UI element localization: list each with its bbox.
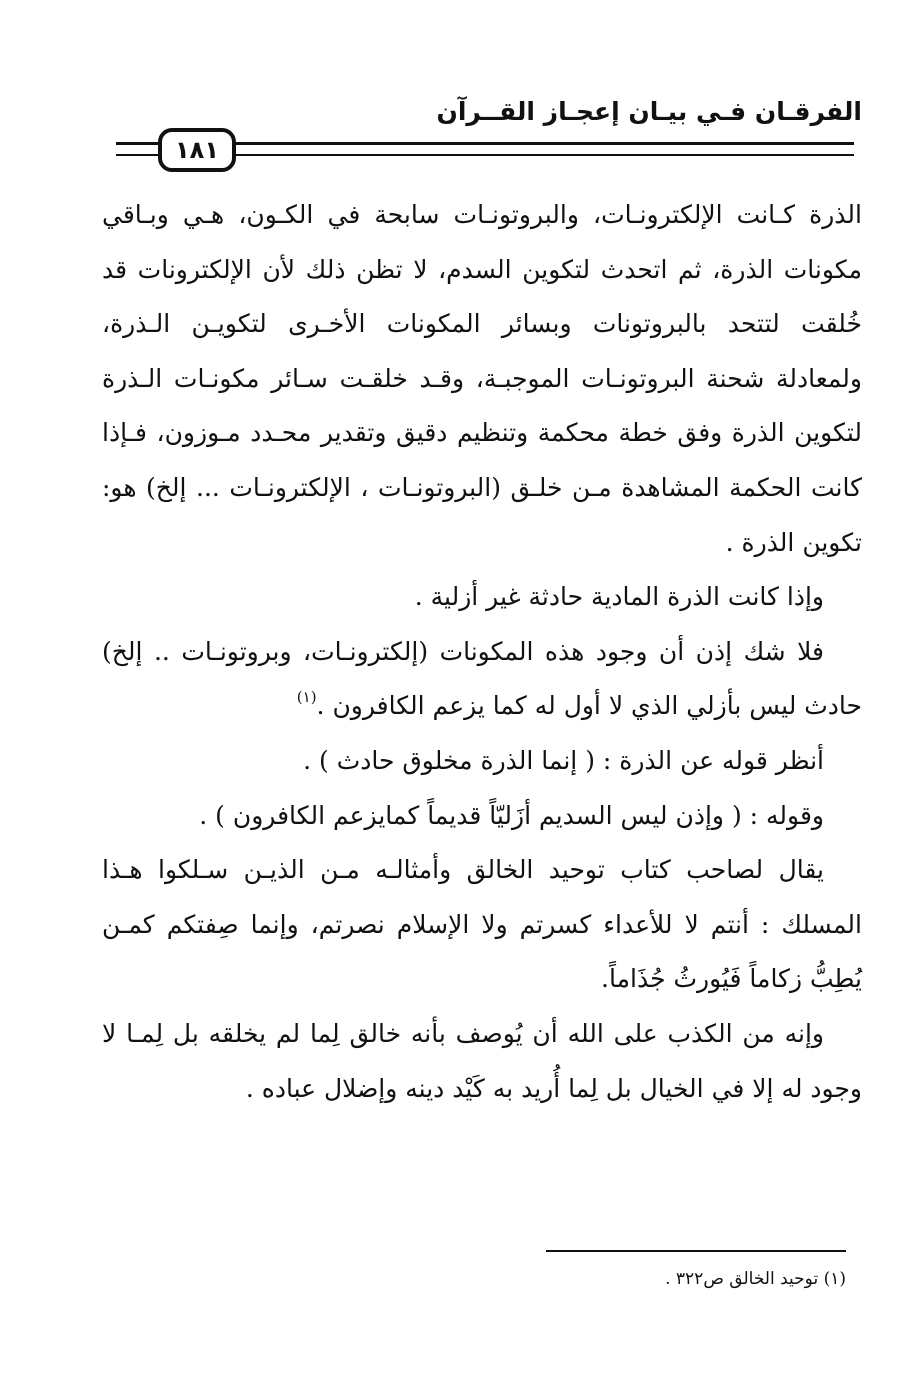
footnote-marker: (١) — [296, 688, 317, 707]
page-number-box — [158, 128, 236, 172]
footnote: (١) توحيد الخالق ص٣٢٢ . — [665, 1269, 846, 1289]
body-text — [102, 188, 862, 1116]
paragraph-5: وقوله : ( وإذن ليس السديم أزَليّاً قديماً كمايزعم الكافرون ) . — [199, 800, 824, 830]
paragraph-3 — [102, 625, 862, 734]
paragraph-2: وإذا كانت الذرة المادية حادثة غير أزلية . — [414, 582, 824, 612]
page-number: ١٨١ — [175, 136, 219, 164]
paragraph-4: أنظر قوله عن الذرة : ( إنما الذرة مخلوق حادث ) . — [303, 745, 824, 775]
paragraph-1: الذرة كـانت الإلكترونـات، والبروتونـات سابحة في الكـون، هـي وبـاقي مكونات الذرة، ثم اتحدث لتكوين السدم، لا تظن ذلك لأن الإلكترونات قد خُلقت لتتحد بالبروتونات وبسائر المكونات الأخـرى لتكويـن الـذرة، ولمعادلة شحنة البروتونـات الموجبـة، وقـد خلقـت سـائر مكونـات الـذرة لتكوين الذرة وفق خطة محكمة وتنظيم دقيق وتقدير محـدد مـوزون، فـإذا كانت الحكمة المشاهدة مـن خلـق (البروتونـات ، الإلكترونـات ... إلخ) هو: تكوين الذرة . — [102, 200, 862, 557]
running-head-title: الفرقـان فـي بيـان إعجـاز القــرآن — [436, 97, 862, 126]
paragraph-6: يقال لصاحب كتاب توحيد الخالق وأمثالـه مـن الذيـن سـلكوا هـذا المسلك : أنتم لا للأعداء كسرتم ولا الإسلام نصرتم، وإنما صِفتكم كمـن يُطِبُّ زكاماً فَيُورثُ جُذَاماً. — [102, 855, 862, 994]
footnote-separator — [546, 1250, 846, 1252]
paragraph-3-text: فلا شك إذن أن وجود هذه المكونات (إلكترونـات، وبروتونـات .. إلخ) حادث ليس بأزلي الذي لا أول له كما يزعم الكافرون . — [102, 636, 862, 721]
paragraph-7: وإنه من الكذب على الله أن يُوصف بأنه خالق لِما لم يخلقه بل لِمـا لا وجود له إلا في الخيال بل لِما أُريد به كَيْد دينه وإضلال عباده . — [102, 1018, 862, 1103]
